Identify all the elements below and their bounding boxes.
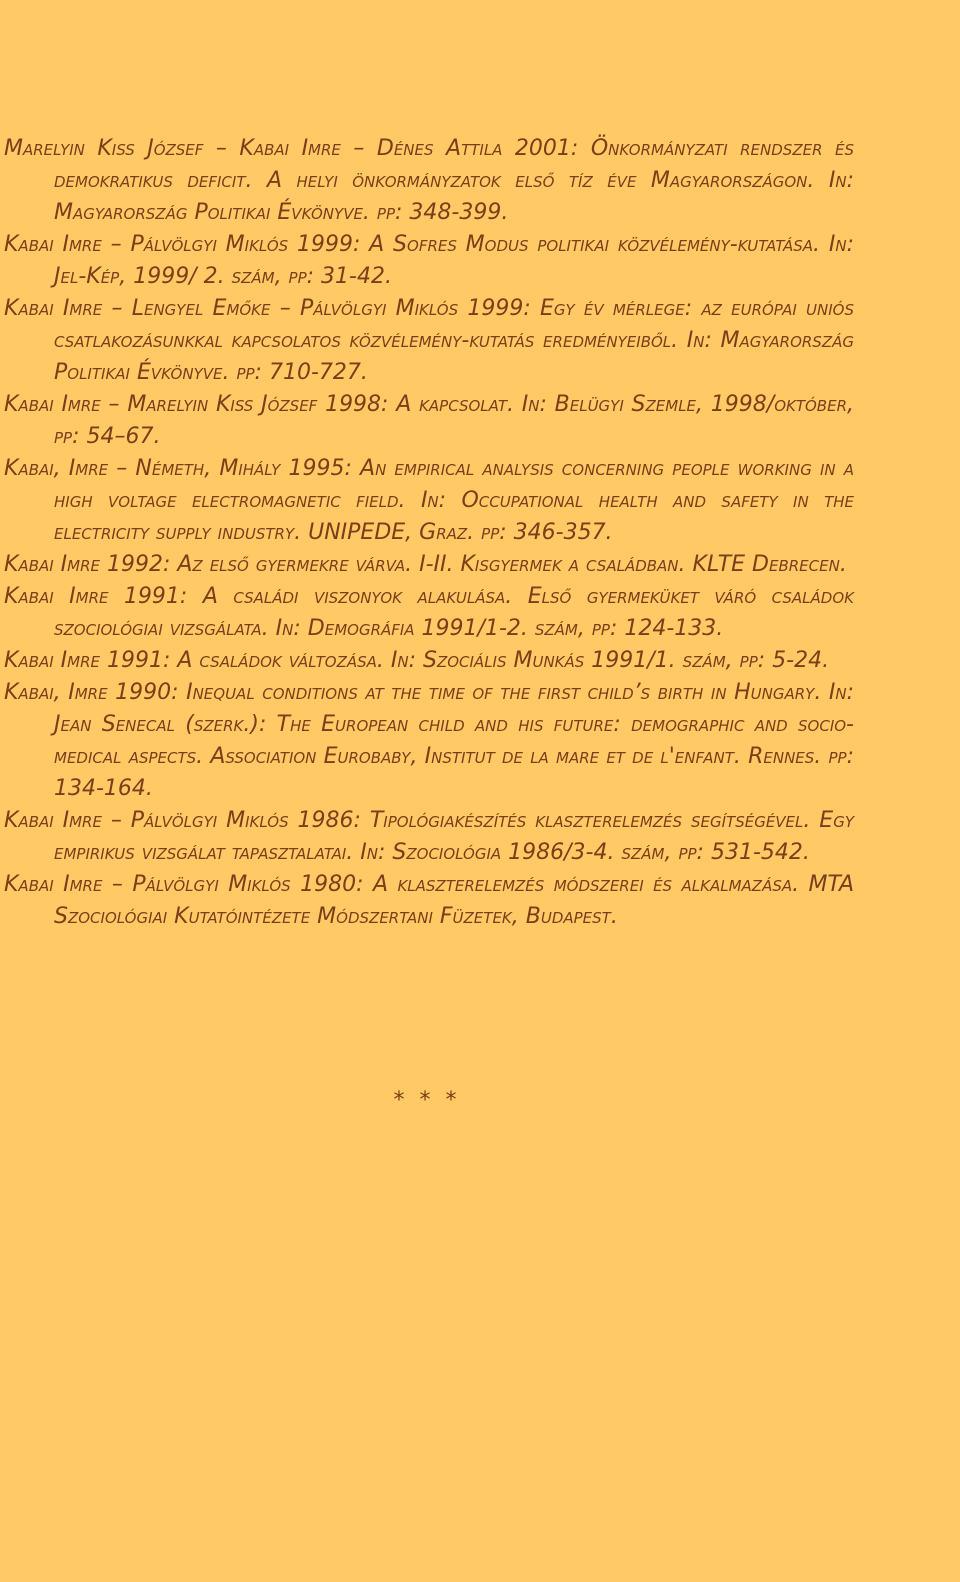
reference-entry: Kabai Imre – Pálvölgyi Miklós 1999: A Sofres Modus politikai közvélemény-kutatása. In: Jel-Kép, 1999/ 2. szám, pp: 31-42. (4, 232, 854, 289)
reference-list (4, 133, 854, 933)
reference-entry: Kabai Imre – Pálvölgyi Miklós 1980: A klaszterelemzés módszerei és alkalmazása. MTA Szociológiai Kutatóintézete Módszertani Füzetek, Budapest. (4, 872, 854, 929)
reference-entry: Kabai Imre 1992: Az első gyermekre várva. I-II. Kisgyermek a családban. KLTE Debrecen. (4, 552, 847, 577)
reference-entry: Marelyin Kiss József – Kabai Imre – Dénes Attila 2001: Önkormányzati rendszer és demokratikus deficit. A helyi önkormányzatok első tíz éve Magyarországon. In: Magyarország Politikai Évkönyve. pp: 348-399. (4, 136, 854, 225)
reference-entry: Kabai Imre 1991: A családok változása. In: Szociális Munkás 1991/1. szám, pp: 5-24. (4, 648, 830, 673)
reference-entry: Kabai Imre 1991: A családi viszonyok alakulása. Első gyermeküket váró családok szociológiai vizsgálata. In: Demográfia 1991/1-2. szám, pp: 124-133. (4, 584, 854, 641)
reference-entry: Kabai, Imre 1990: Inequal conditions at the time of the first child’s birth in Hungary. In: Jean Senecal (szerk.): The European child and his future: demographic and socio-medical aspects. Association Eurobaby, Institut de la mare et de l'enfant. Rennes. pp: 134-164. (4, 680, 854, 801)
reference-entry: Kabai Imre – Marelyin Kiss József 1998: A kapcsolat. In: Belügyi Szemle, 1998/október, pp: 54–67. (4, 392, 854, 449)
reference-entry: Kabai Imre – Pálvölgyi Miklós 1986: Tipológiakészítés klaszterelemzés segítségével. Egy empirikus vizsgálat tapasztalatai. In: Szociológia 1986/3-4. szám, pp: 531-542. (4, 808, 854, 865)
reference-entry: Kabai Imre – Lengyel Emőke – Pálvölgyi Miklós 1999: Egy év mérlege: az európai uniós csatlakozásunkkal kapcsolatos közvélemény-kutatás eredményeiből. In: Magyarország Politikai Évkönyve. pp: 710-727. (4, 296, 854, 385)
reference-entry: Kabai, Imre – Németh, Mihály 1995: An empirical analysis concerning people working in a high voltage electromagnetic field. In: Occupational health and safety in the electricity supply industry. UNIPEDE, Graz. pp: 346-357. (4, 456, 854, 545)
section-divider: * * * (393, 1088, 461, 1113)
